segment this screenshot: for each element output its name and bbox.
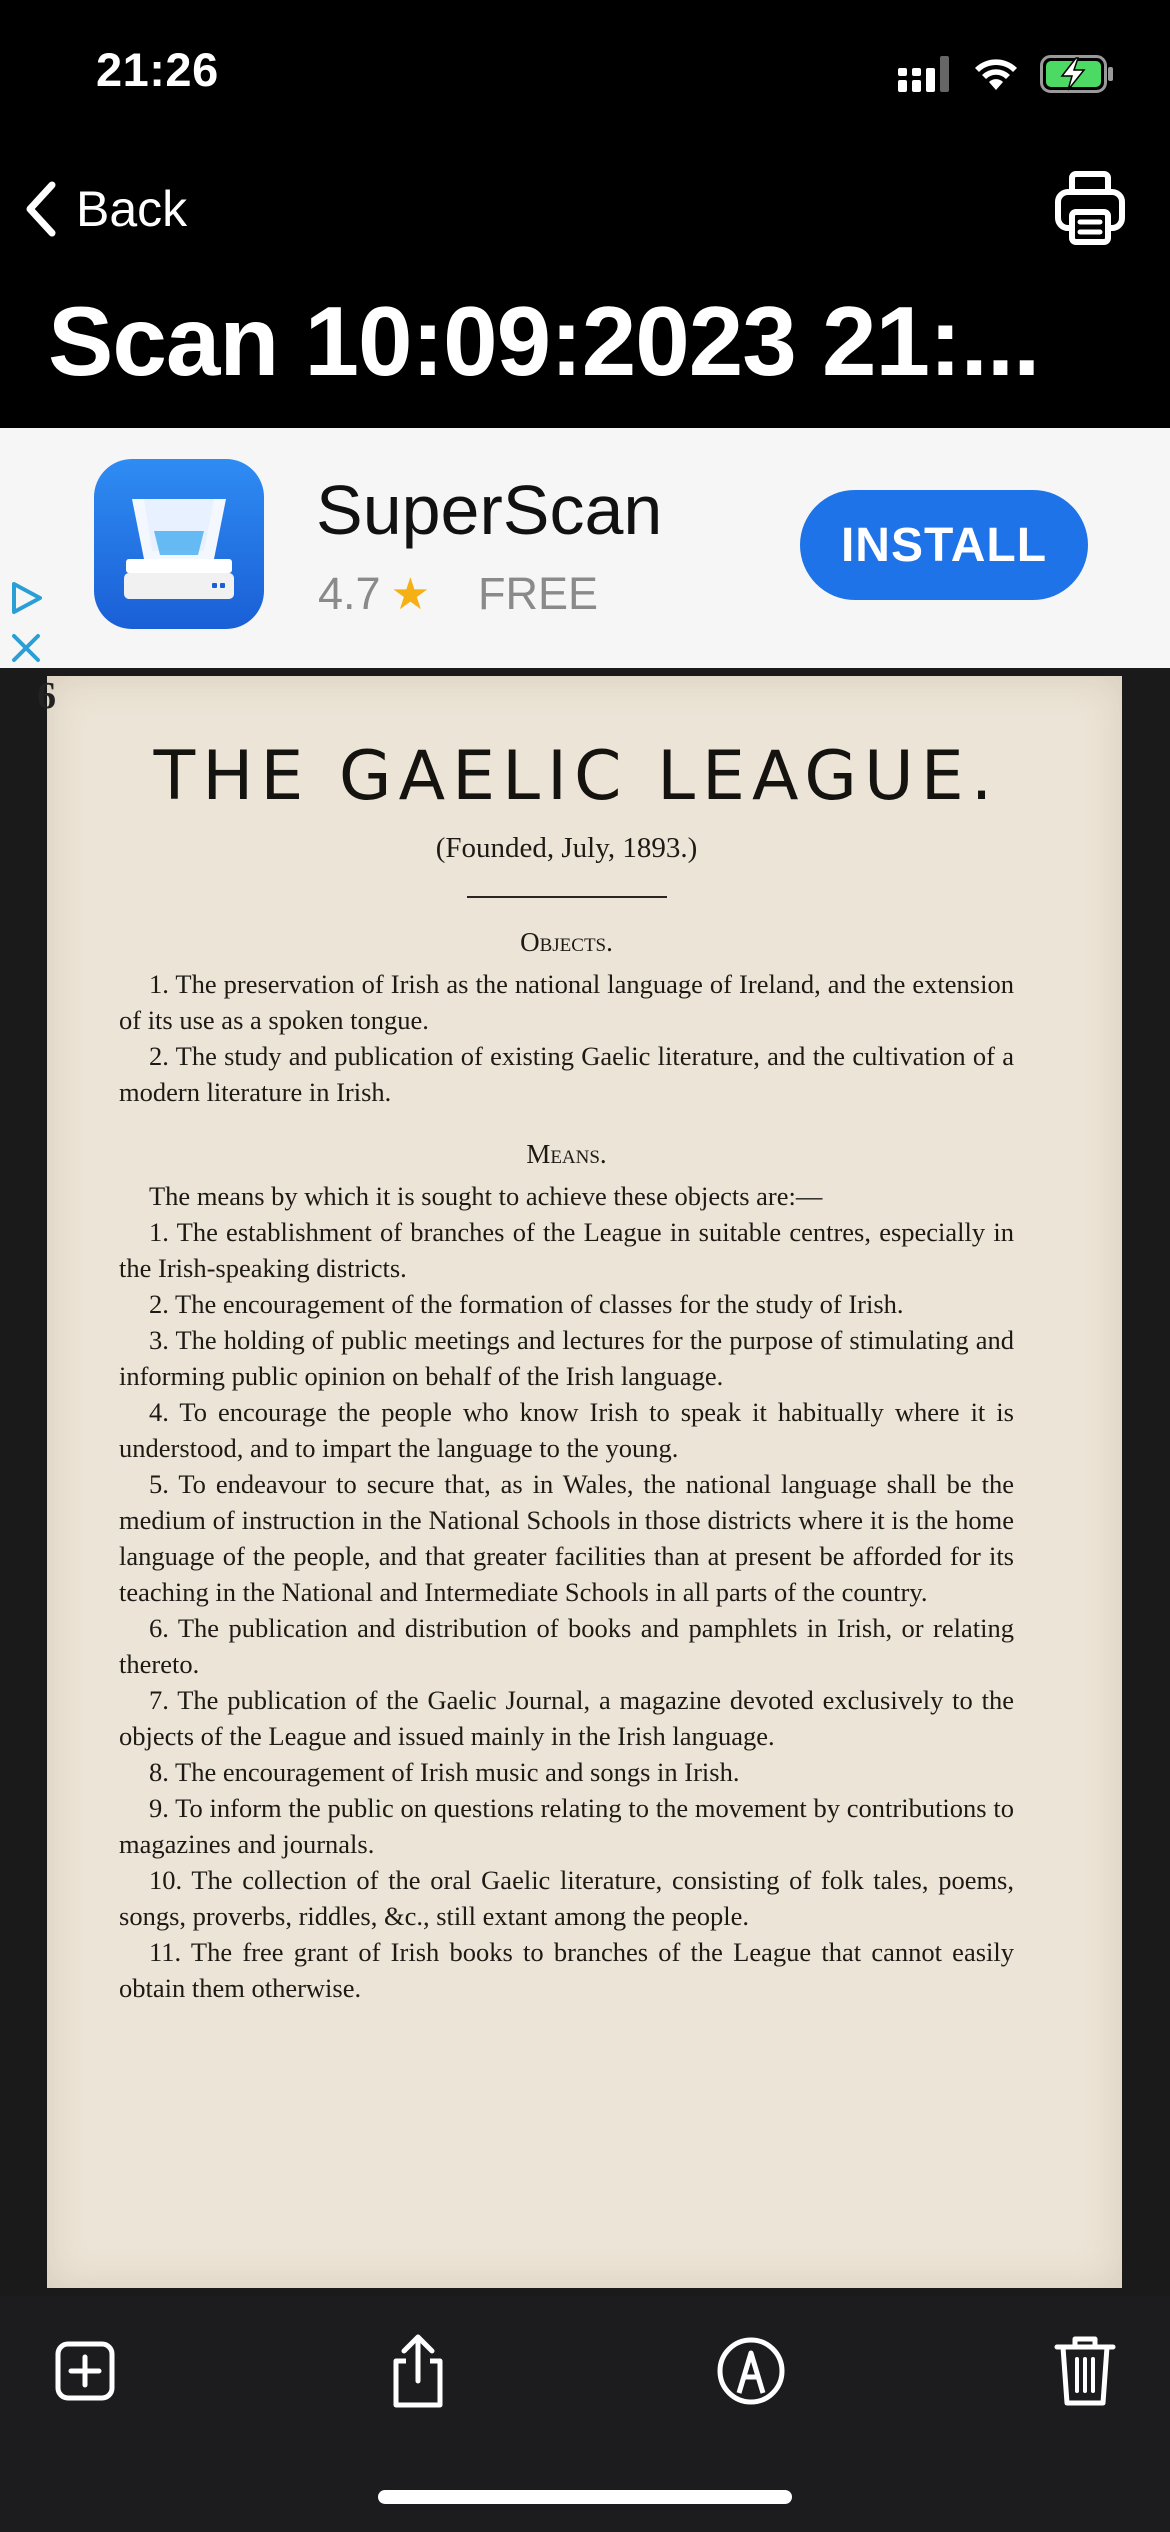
divider (467, 896, 667, 898)
ad-banner[interactable] (0, 428, 1170, 668)
battery-charging-icon (1040, 55, 1114, 93)
markup-button[interactable] (706, 2326, 796, 2416)
means-item: 6. The publication and distribution of books and pamphlets in Irish, or relating thereto. (119, 1613, 1014, 1679)
status-icons (898, 50, 1114, 98)
back-button[interactable] (22, 174, 187, 244)
wifi-icon (972, 56, 1020, 92)
navigation-bar (0, 140, 1170, 270)
means-item: 3. The holding of public meetings and lectures for the purpose of stimulating and informing public opinion on behalf of the Irish language. (119, 1325, 1014, 1391)
means-item: 2. The encouragement of the formation of classes for the study of Irish. (149, 1289, 904, 1319)
superscan-app-icon[interactable] (94, 459, 264, 629)
means-item: 8. The encouragement of Irish music and songs in Irish. (149, 1757, 740, 1787)
document-title: THE GAELIC LEAGUE. (153, 737, 1000, 816)
means-heading: Means. (526, 1139, 607, 1169)
add-page-icon (53, 2339, 117, 2403)
chevron-left-icon (22, 179, 62, 239)
trash-icon (1053, 2333, 1117, 2409)
objects-heading: Objects. (520, 927, 613, 957)
print-button[interactable] (1050, 168, 1130, 248)
page-number: 6 (37, 675, 56, 717)
status-time: 21:26 (96, 43, 219, 96)
scanned-page[interactable] (37, 675, 1122, 2288)
means-item: 11. The free grant of Irish books to branches of the League that cannot easily obtain them otherwise. (119, 1937, 1014, 2003)
install-button[interactable]: INSTALL (800, 490, 1088, 600)
ad-choices-icon[interactable] (6, 578, 46, 618)
object-item: 2. The study and publication of existing Gaelic literature, and the cultivation of a modern literature in Irish. (119, 1041, 1014, 1107)
ad-meta (318, 568, 598, 620)
document-text (119, 732, 1014, 2006)
object-item: 1. The preservation of Irish as the national language of Ireland, and the extension of its use as a spoken tongue. (119, 969, 1014, 1035)
home-indicator[interactable] (378, 2490, 792, 2504)
close-ad-icon[interactable] (6, 628, 46, 668)
page-title: Scan 10:09:2023 21:... (48, 286, 1040, 396)
document-subtitle: (Founded, July, 1893.) (435, 832, 698, 864)
share-button[interactable] (373, 2326, 463, 2416)
markup-icon (715, 2335, 787, 2407)
back-label: Back (76, 181, 188, 237)
ad-price: FREE (478, 568, 599, 619)
scan-viewer[interactable] (0, 668, 1170, 2296)
scanner-icon (94, 459, 264, 629)
means-item: 7. The publication of the Gaelic Journal, a magazine devoted exclusively to the objects of the League and issued mainly in the Irish language. (119, 1685, 1014, 1751)
means-intro: The means by which it is sought to achieve these objects are:— (149, 1181, 823, 1211)
means-item: 1. The establishment of branches of the League in suitable centres, especially in the Irish-speaking districts. (119, 1217, 1014, 1283)
delete-button[interactable] (1040, 2326, 1130, 2416)
add-page-button[interactable] (40, 2326, 130, 2416)
ad-rating: 4.7 (318, 568, 381, 619)
cellular-signal-icon (898, 56, 952, 92)
means-item: 9. To inform the public on questions relating to the movement by contributions to magazines and journals. (119, 1793, 1014, 1859)
means-item: 5. To endeavour to secure that, as in Wales, the national language shall be the medium of instruction in the National Schools in those districts where it is the home language of the people, and that greater facilities than at present be afforded for its teaching in the National and Intermediate Schools in all parts of the country. (119, 1469, 1014, 1607)
status-bar (0, 0, 1170, 140)
means-item: 10. The collection of the oral Gaelic literature, consisting of folk tales, poems, songs, proverbs, riddles, &c., still extant among the people. (119, 1865, 1014, 1931)
share-icon (386, 2331, 450, 2411)
star-icon: ★ (390, 569, 431, 619)
means-item: 4. To encourage the people who know Irish to speak it habitually where it is understood, and to impart the language to the young. (119, 1397, 1014, 1463)
printer-icon (1050, 168, 1130, 248)
ad-app-name: SuperScan (316, 471, 663, 549)
